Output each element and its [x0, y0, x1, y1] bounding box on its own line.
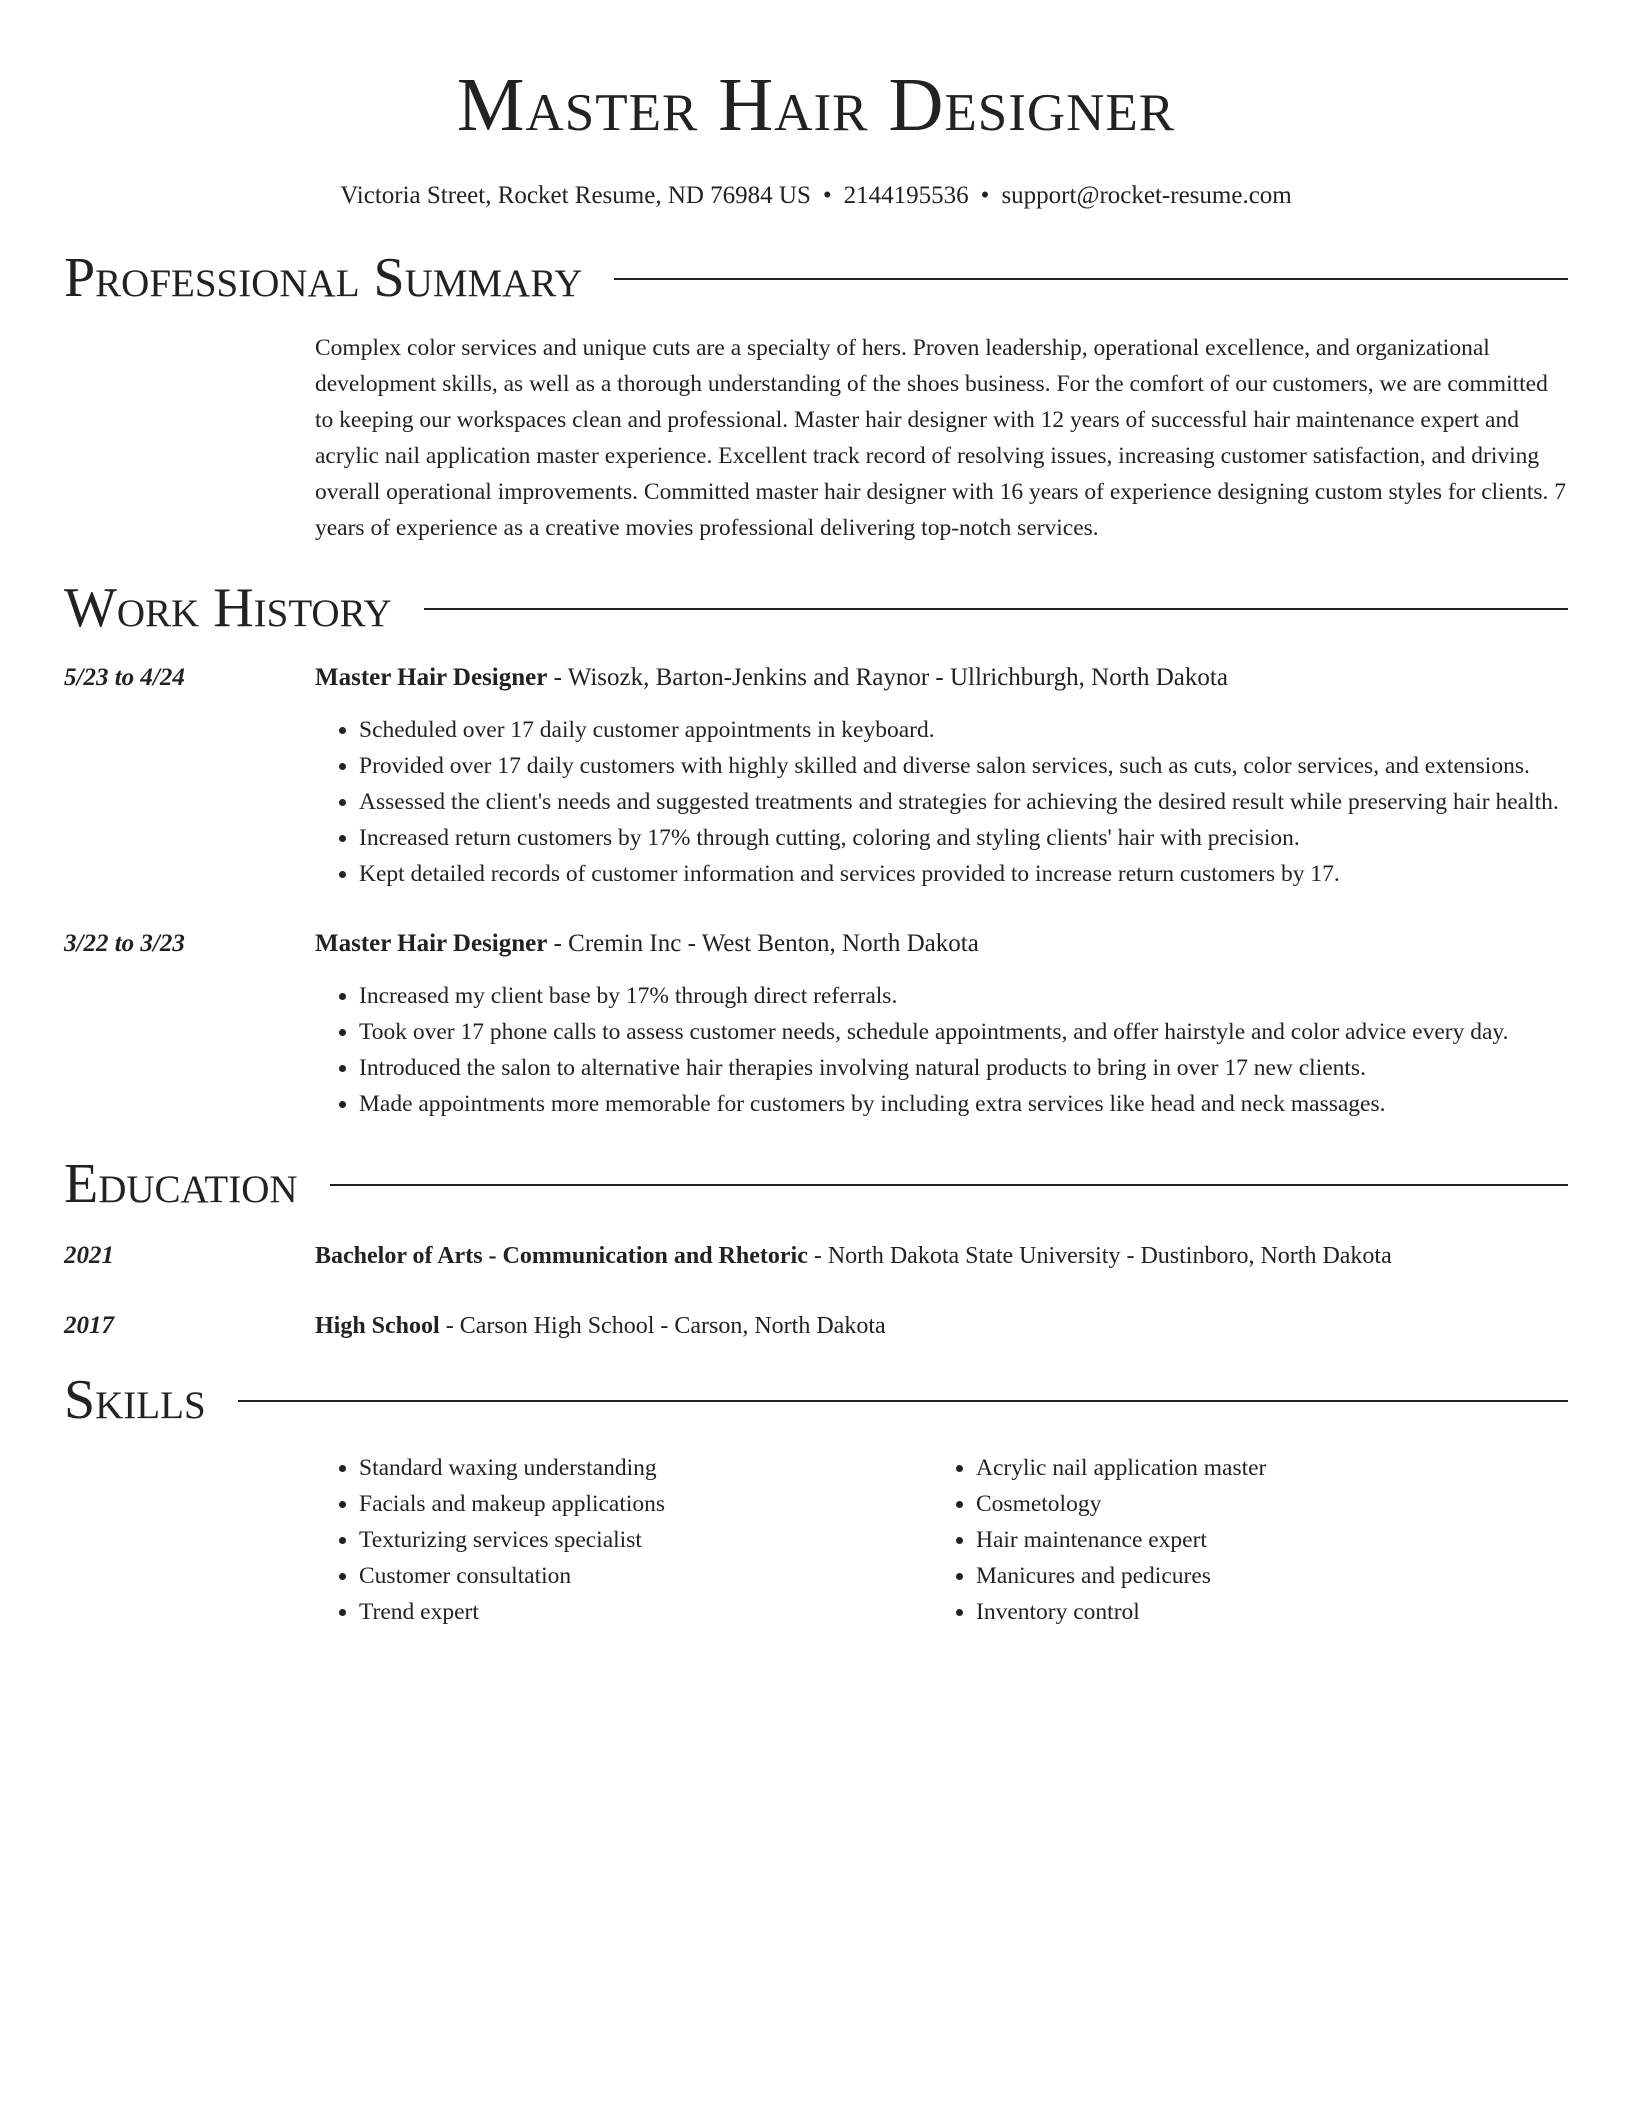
section-title: Professional Summary [64, 247, 583, 309]
job-entry [64, 660, 1568, 892]
skills-row [64, 1432, 1568, 1630]
job-entry [64, 926, 1568, 1122]
section-title: Skills [64, 1369, 206, 1431]
job-dates: 3/22 to 3/23 [64, 930, 185, 957]
contact-phone: 2144195536 [843, 182, 969, 209]
list-item: • Standard waxing understanding [359, 1450, 932, 1486]
contact-separator: • [980, 182, 990, 209]
education-entry [64, 1308, 1568, 1344]
skills-column-right [932, 1450, 1549, 1630]
education-section-heading [64, 1152, 1568, 1216]
summary-spacer [64, 330, 315, 546]
section-title: Work History [64, 577, 392, 639]
job-title: Master Hair Designer [315, 664, 548, 691]
work-section-heading [64, 576, 1568, 640]
skills-section-heading [64, 1368, 1568, 1432]
education-details: - Carson High School - Carson, North Dakota [439, 1313, 886, 1339]
job-bullets [315, 712, 1568, 892]
section-divider [330, 1184, 1568, 1186]
contact-email: support@rocket-resume.com [1001, 182, 1292, 209]
education-degree: Bachelor of Arts - Communication and Rhetoric [315, 1243, 808, 1269]
list-item: • Increased my client base by 17% through direct referrals. [359, 978, 1568, 1014]
section-title: Education [64, 1153, 298, 1215]
summary-text: Complex color services and unique cuts are a specialty of hers. Proven leadership, operational excellence, and organizational development skills, as well as a thorough understanding of the shoes business. For the comfort of our customers, we are committed to keeping our workspaces clean and professional. Master hair designer with 12 years of successful hair maintenance expert and acrylic nail application master experience. Excellent track record of resolving issues, increasing customer satisfaction, and driving overall operational improvements. Committed master hair designer with 16 years of experience designing custom styles for clients. 7 years of experience as a creative movies professional delivering top-notch services. [315, 335, 1567, 541]
list-item: • Kept detailed records of customer information and services provided to increase return customers by 17. [359, 856, 1568, 892]
job-title-line [315, 926, 1568, 962]
skills-column-left [315, 1450, 932, 1630]
education-details: - North Dakota State University - Dustinboro, North Dakota [807, 1243, 1392, 1269]
job-dates: 5/23 to 4/24 [64, 664, 185, 691]
list-item: • Increased return customers by 17% through cutting, coloring and styling clients' hair with precision. [359, 820, 1568, 856]
list-item: • Customer consultation [359, 1558, 932, 1594]
skills-grid [315, 1450, 1568, 1630]
job-bullets [315, 978, 1568, 1122]
section-divider [424, 608, 1568, 610]
summary-section-heading [64, 246, 1568, 310]
list-item: • Texturizing services specialist [359, 1522, 932, 1558]
skills-spacer [64, 1432, 315, 1630]
education-entry [64, 1238, 1568, 1274]
list-item: • Provided over 17 daily customers with highly skilled and diverse salon services, such as cuts, color services, and extensions. [359, 748, 1568, 784]
list-item: • Inventory control [976, 1594, 1549, 1630]
list-item: • Took over 17 phone calls to assess customer needs, schedule appointments, and offer hairstyle and color advice every day. [359, 1014, 1568, 1050]
job-title-line [315, 660, 1568, 696]
section-divider [238, 1400, 1568, 1402]
section-divider [614, 278, 1568, 280]
list-item: • Made appointments more memorable for customers by including extra services like head and neck massages. [359, 1086, 1568, 1122]
job-title: Master Hair Designer [315, 930, 548, 957]
education-degree: High School [315, 1313, 440, 1339]
list-item: • Acrylic nail application master [976, 1450, 1549, 1486]
list-item: • Scheduled over 17 daily customer appointments in keyboard. [359, 712, 1568, 748]
list-item: • Facials and makeup applications [359, 1486, 932, 1522]
contact-separator: • [822, 182, 832, 209]
education-year: 2021 [64, 1242, 114, 1269]
list-item: • Introduced the salon to alternative hair therapies involving natural products to bring in over 17 new clients. [359, 1050, 1568, 1086]
list-item: • Manicures and pedicures [976, 1558, 1549, 1594]
list-item: • Cosmetology [976, 1486, 1549, 1522]
education-year: 2017 [64, 1312, 114, 1339]
list-item: • Assessed the client's needs and suggested treatments and strategies for achieving the desired result while preserving hair health. [359, 784, 1568, 820]
job-details: - Wisozk, Barton-Jenkins and Raynor - Ullrichburgh, North Dakota [547, 664, 1228, 691]
summary-row [64, 330, 1568, 546]
contact-address: Victoria Street, Rocket Resume, ND 76984 US [340, 182, 811, 209]
contact-line [64, 180, 1568, 212]
job-details: - Cremin Inc - West Benton, North Dakota [547, 930, 979, 957]
list-item: • Trend expert [359, 1594, 932, 1630]
list-item: • Hair maintenance expert [976, 1522, 1549, 1558]
resume-name: Master Hair Designer [456, 63, 1176, 147]
